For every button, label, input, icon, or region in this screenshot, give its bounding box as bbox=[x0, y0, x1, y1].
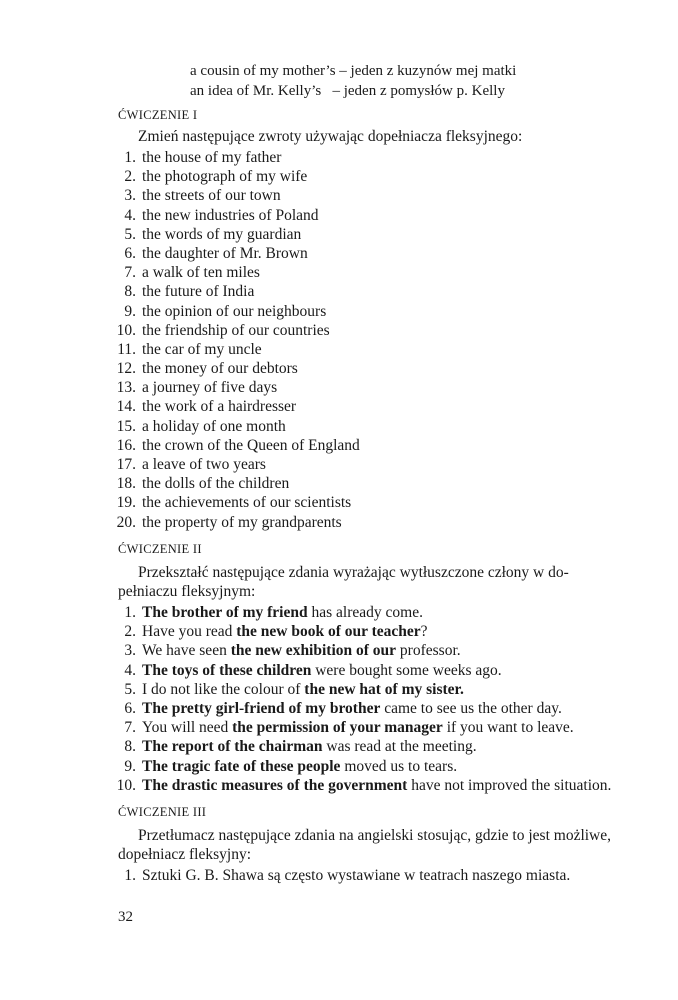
item-number: 13. bbox=[116, 379, 136, 397]
item-number: 7. bbox=[124, 719, 136, 737]
instruction-text: Przekształć następujące zdania wyrażając wytłuszczone człony w do- bbox=[138, 564, 569, 581]
item-text: were bought some weeks ago. bbox=[311, 661, 502, 679]
item-text: the dolls of the children bbox=[142, 475, 290, 493]
list-item bbox=[112, 359, 660, 378]
item-text: the car of my uncle bbox=[142, 340, 262, 358]
instruction-text: Zmień następujące zwroty używając dopełniacza fleksyjnego: bbox=[138, 128, 523, 145]
section-title-exercise-2: ĆWICZENIE II bbox=[118, 542, 202, 556]
item-number: 2. bbox=[124, 623, 136, 641]
item-text: I do not like the colour of bbox=[142, 680, 305, 698]
item-text: came to see us the other day. bbox=[380, 699, 562, 717]
page-number: 32 bbox=[118, 909, 133, 925]
bold-phrase: The pretty girl-friend of my brother bbox=[142, 699, 381, 717]
item-number: 16. bbox=[116, 436, 136, 454]
item-text: have not improved the situation. bbox=[407, 776, 612, 794]
list-item bbox=[112, 397, 660, 416]
item-number: 6. bbox=[124, 699, 136, 717]
item-number: 10. bbox=[116, 321, 136, 339]
item-text: the opinion of our neighbours bbox=[142, 302, 327, 320]
item-text: the crown of the Queen of England bbox=[142, 436, 360, 454]
item-number: 1. bbox=[124, 604, 136, 621]
bold-phrase: The report of the chairman bbox=[142, 738, 323, 756]
list-item bbox=[112, 603, 660, 622]
list-item bbox=[112, 167, 660, 186]
list-item bbox=[112, 436, 660, 455]
list-item bbox=[112, 757, 660, 776]
item-number: 2. bbox=[124, 168, 136, 186]
item-text: the future of India bbox=[142, 283, 255, 301]
item-number: 17. bbox=[116, 456, 136, 473]
item-text: the new industries of Poland bbox=[142, 206, 319, 224]
item-number: 14. bbox=[116, 398, 136, 416]
list-item bbox=[112, 737, 660, 756]
item-text: ? bbox=[420, 623, 428, 641]
item-text: has already come. bbox=[307, 604, 423, 621]
list-item bbox=[112, 321, 660, 340]
item-number: 4. bbox=[124, 206, 136, 224]
list-item bbox=[112, 680, 660, 699]
item-number: 3. bbox=[124, 187, 136, 205]
item-number: 7. bbox=[124, 264, 136, 282]
item-text: the work of a hairdresser bbox=[142, 398, 297, 416]
item-text: the achievements of our scientists bbox=[142, 494, 352, 512]
list-item bbox=[112, 866, 660, 885]
bold-phrase: the new exhibition of our bbox=[230, 642, 397, 660]
list-item bbox=[112, 282, 660, 301]
example-line: an idea of Mr. Kelly’s – jeden z pomysłów p. Kelly bbox=[190, 83, 505, 99]
item-number: 12. bbox=[116, 360, 136, 378]
list-item bbox=[112, 776, 660, 795]
item-text: a journey of five days bbox=[142, 379, 278, 397]
list-item bbox=[112, 225, 660, 244]
item-text: the photograph of my wife bbox=[142, 168, 308, 186]
item-text: the house of my father bbox=[142, 149, 282, 166]
instruction-text: pełniaczu fleksyjnym: bbox=[118, 583, 256, 600]
exercise-2-instruction bbox=[118, 563, 658, 601]
item-number: 10. bbox=[116, 776, 136, 794]
section-title-exercise-1: ĆWICZENIE I bbox=[118, 108, 198, 122]
bold-phrase: The brother of my friend bbox=[142, 604, 308, 621]
exercise-3-instruction bbox=[118, 826, 658, 864]
item-number: 11. bbox=[117, 340, 136, 358]
list-item bbox=[112, 417, 660, 436]
item-text: We have seen bbox=[142, 642, 231, 660]
example-line: a cousin of my mother’s – jeden z kuzynów mej matki bbox=[190, 63, 517, 79]
exercise-2-list bbox=[112, 603, 660, 795]
list-item bbox=[112, 340, 660, 359]
item-text: professor. bbox=[396, 642, 461, 660]
list-item bbox=[112, 186, 660, 205]
item-number: 5. bbox=[124, 680, 136, 698]
exercise-1-instruction bbox=[118, 127, 658, 146]
bold-phrase: The drastic measures of the government bbox=[142, 776, 408, 794]
item-number: 1. bbox=[124, 149, 136, 166]
item-number: 15. bbox=[116, 417, 136, 435]
item-number: 3. bbox=[124, 642, 136, 660]
item-number: 9. bbox=[124, 757, 136, 775]
item-text: Have you read bbox=[142, 623, 237, 641]
list-item bbox=[112, 302, 660, 321]
item-text: Sztuki G. B. Shawa są często wystawiane w teatrach naszego miasta. bbox=[142, 867, 571, 884]
item-text: if you want to leave. bbox=[442, 719, 574, 737]
item-text: was read at the meeting. bbox=[322, 738, 477, 756]
list-item bbox=[112, 378, 660, 397]
section-title-exercise-3: ĆWICZENIE III bbox=[118, 805, 207, 819]
item-number: 18. bbox=[116, 475, 136, 493]
item-number: 5. bbox=[124, 225, 136, 243]
item-text: a walk of ten miles bbox=[142, 264, 260, 282]
list-item bbox=[112, 263, 660, 282]
item-number: 20. bbox=[116, 513, 136, 531]
list-item bbox=[112, 699, 660, 718]
item-text: moved us to tears. bbox=[340, 757, 458, 775]
list-item bbox=[112, 622, 660, 641]
instruction-text: dopełniacz fleksyjny: bbox=[118, 846, 251, 863]
exercise-3-list bbox=[112, 866, 660, 885]
item-text: the daughter of Mr. Brown bbox=[142, 244, 308, 262]
list-item bbox=[112, 661, 660, 680]
bold-phrase: the new hat of my sister. bbox=[304, 680, 464, 698]
item-text: the words of my guardian bbox=[142, 225, 302, 243]
bold-phrase: the new book of our teacher bbox=[236, 623, 421, 641]
exercise-1-list bbox=[112, 148, 660, 532]
instruction-text: Przetłumacz następujące zdania na angielski stosując, gdzie to jest możliwe, bbox=[138, 827, 612, 844]
list-item bbox=[112, 718, 660, 737]
item-text: a leave of two years bbox=[142, 456, 266, 473]
item-number: 6. bbox=[124, 244, 136, 262]
item-number: 19. bbox=[116, 494, 136, 512]
item-text: the friendship of our countries bbox=[142, 321, 330, 339]
item-text: the property of my grandparents bbox=[142, 513, 342, 531]
item-text: the streets of our town bbox=[142, 187, 281, 205]
item-number: 8. bbox=[124, 283, 136, 301]
list-item bbox=[112, 641, 660, 660]
item-text: a holiday of one month bbox=[142, 417, 286, 435]
list-item bbox=[112, 244, 660, 263]
list-item bbox=[112, 455, 660, 474]
item-number: 9. bbox=[124, 302, 136, 320]
list-item bbox=[112, 206, 660, 225]
item-number: 8. bbox=[124, 738, 136, 756]
bold-phrase: the permission of your manager bbox=[232, 719, 443, 737]
item-text: the money of our debtors bbox=[142, 360, 298, 378]
bold-phrase: The toys of these children bbox=[142, 661, 312, 679]
item-text: You will need bbox=[142, 719, 233, 737]
item-number: 1. bbox=[124, 867, 136, 884]
list-item bbox=[112, 474, 660, 493]
list-item bbox=[112, 493, 660, 512]
item-number: 4. bbox=[124, 661, 136, 679]
list-item bbox=[112, 513, 660, 532]
list-item bbox=[112, 148, 660, 167]
bold-phrase: The tragic fate of these people bbox=[142, 757, 341, 775]
